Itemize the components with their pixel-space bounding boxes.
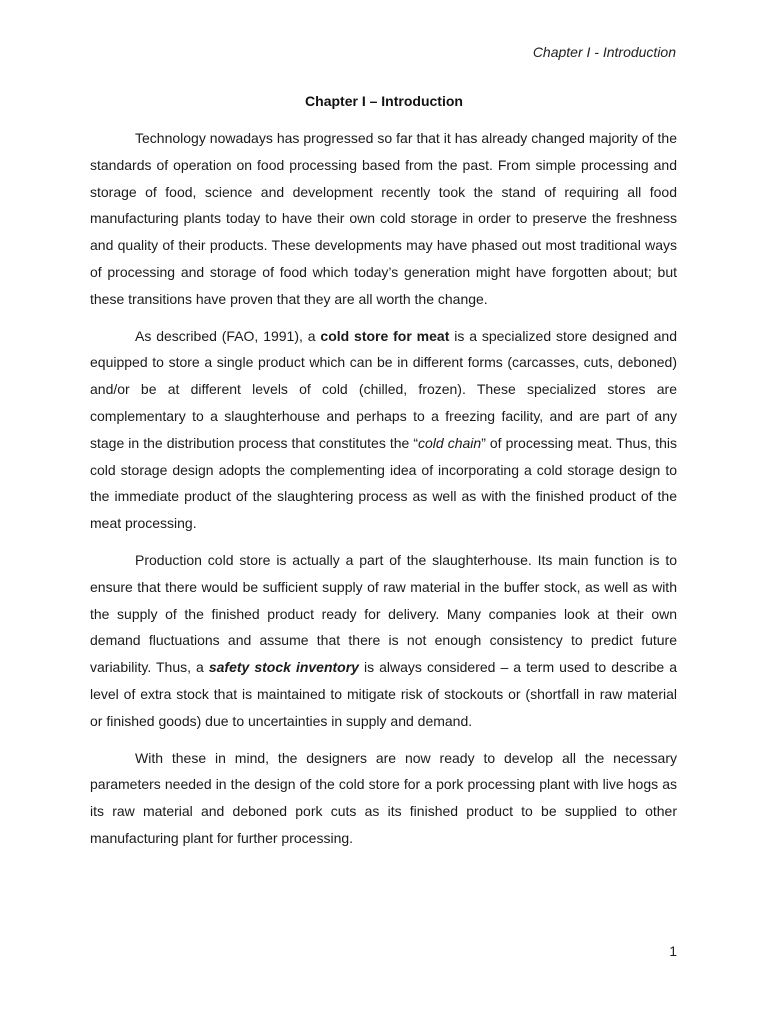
paragraph-4 — [90, 745, 677, 852]
paragraph-1-text: Technology nowadays has progressed so far that it has already changed majority of the standards of operation on food processing based from the past. From simple processing and storage of food, science and development recently took the stand of requiring all food manufacturing plants today to have their own cold storage in order to preserve the freshness and quality of their products. These developments may have phased out most traditional ways of processing and storage of food which today’s generation might have forgotten about; but these transitions have proven that they are all worth the change. — [90, 130, 677, 307]
paragraph-1 — [90, 125, 677, 313]
paragraph-2-text-c: ” of processing meat. Thus, this cold storage design adopts the complementing idea of incorporating a cold storage design to the immediate product of the slaughtering process as well as with the finished product of the meat processing. — [90, 434, 677, 532]
chapter-title: Chapter I – Introduction — [305, 93, 463, 109]
paragraph-2-text-b: is a specialized store designed and equipped to store a single product which can be in different forms (carcasses, cuts, deboned) and/or be at different levels of cold (chilled, frozen). These specialized stores are complementary to a slaughterhouse and perhaps to a freezing facility, and are part of any stage in the distribution process that constitutes the “ — [90, 327, 678, 451]
paragraph-3-text-a: Production cold store is actually a part of the slaughterhouse. Its main function is to ensure that there would be sufficient supply of raw material in the buffer stock, as well as with the supply of the finished product ready for delivery. Many companies look at their own demand fluctuations and assume that there is not enough consistency to predict future variability. Thus, a — [90, 551, 677, 676]
paragraph-3 — [90, 547, 677, 735]
paragraph-4-text: With these in mind, the designers are now ready to develop all the necessary parameters needed in the design of the cold store for a pork processing plant with live hogs as its raw material and deboned pork cuts as its finished product to be supplied to other manufacturing plant for further processing. — [90, 749, 677, 846]
term-safety-stock-inventory: safety stock inventory — [208, 659, 359, 676]
term-cold-chain: cold chain — [418, 434, 482, 451]
term-cold-store-for-meat: cold store for meat — [320, 327, 450, 344]
document-body — [90, 125, 677, 862]
running-header: Chapter I - Introduction — [532, 44, 676, 60]
paragraph-2-text-a: As described (FAO, 1991), a — [135, 327, 321, 344]
paragraph-2 — [90, 323, 677, 537]
page-number: 1 — [669, 943, 677, 959]
paragraph-3-text-b: is always considered – a term used to describe a level of extra stock that is maintained to mitigate risk of stockouts or (shortfall in raw material or finished goods) due to uncertainties in supply and demand. — [90, 659, 677, 729]
